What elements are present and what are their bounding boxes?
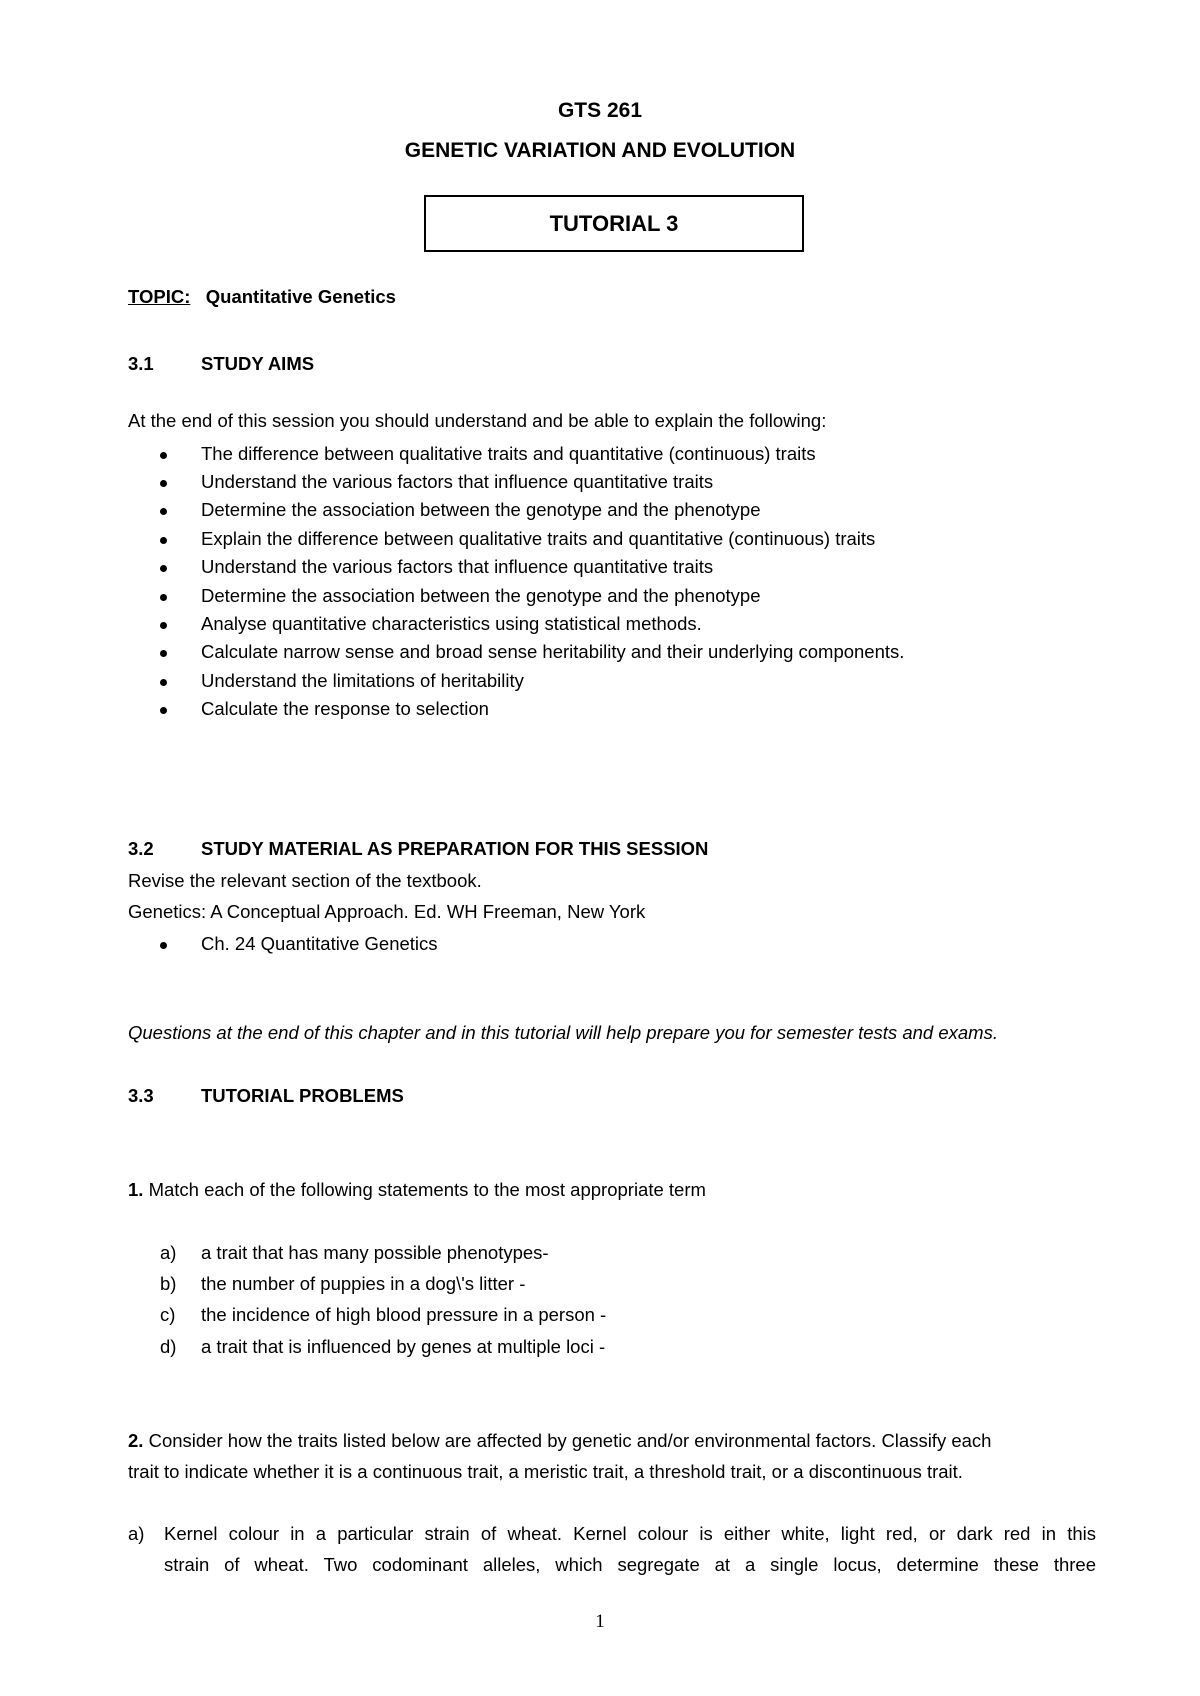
section-2-number: 3.2 [128,838,154,859]
bullet-icon [160,508,167,515]
topic-value: Quantitative Genetics [205,286,396,307]
bullet-icon [160,537,167,544]
tutorial-box [424,195,804,252]
section-3-title: TUTORIAL PROBLEMS [201,1085,404,1106]
bullet-icon [160,679,167,686]
bullet-icon [160,942,167,949]
bullet-icon [160,480,167,487]
section-1-number: 3.1 [128,353,154,374]
aims-intro: At the end of this session you should understand and be able to explain the following: [128,410,827,431]
study-note: Questions at the end of this chapter and in this tutorial will help prepare you for semester tests and exams. [128,1022,998,1043]
option-label: a) [160,1242,177,1263]
option-text-line-2: strain of wheat. Two codominant alleles, which segregate at a single locus, determine these three [164,1554,1096,1575]
option-label: b) [160,1273,177,1294]
question-text: Match each of the following statements to the most appropriate term [143,1179,706,1200]
question-1 [128,1179,706,1201]
bullet-icon [160,707,167,714]
question-text: Consider how the traits listed below are affected by genetic and/or environmental factors. Classify each [143,1430,992,1451]
option-label: c) [160,1304,176,1325]
section-3-number: 3.3 [128,1085,154,1106]
option-text-line-1: Kernel colour in a particular strain of wheat. Kernel colour is either white, light red, or dark red in this [164,1523,1096,1544]
course-name: GENETIC VARIATION AND EVOLUTION [404,139,796,162]
document-page: GTS 261 GENETIC VARIATION AND EVOLUTION TUTORIAL 3 TOPIC: Quantitative Genetics 3.1 STUDY AIMS At the end of this session you should understand and be able to explain the following: The difference between qualitative traits and quantitative (continuous) traits Understand the various factors that influence quantitative traits Determine the association between the genotype and the phenotype Explain the difference between qualitative traits and quantitative (continuous) traits Understand the various factors that influence quantitative traits Determine the association between the genotype and the phenotype Analyse quantitative characteristics using statistical methods. Calculate narrow sense and broad sense heritability and their underlying components. Understand the limitations of heritability Calculate the response to selection 3.2 STUDY MATERIAL AS PREPARATION FOR THIS SESSION Revise the relevant section of the textbook. Genetics: A Conceptual Approach. Ed. WH Freeman, New York Ch. 24 Quantitative Genetics Questions at the end of this chapter and in this tutorial will help prepare you for semester tests and exams. 3.3 TUTORIAL PROBLEMS 1. Match each of the following statements to the most appropriate term a) a trait that has many possible phenotypes- b) the number of puppies in a dog\'s litter - c) the incidence of high blood pressure in a person - d) a trait that is influenced by genes at multiple loci - 2. Consider how the traits listed below are affected by genetic and/or environmental factors. Classify each trait to indicate whether it is a continuous trait, a meristic trait, a threshold trait, or a discontinuous trait. a) Kernel colour in a particular strain of wheat. Kernel colour is either white, light red, or dark red in this strain of wheat. Two codominant alleles, which segregate at a single locus, determine these three 1 [0,0,1200,1696]
textbook-instruction: Revise the relevant section of the textbook. [128,870,482,891]
section-1-title: STUDY AIMS [201,353,315,374]
question-number: 2. [128,1430,144,1451]
option-label: d) [160,1336,177,1357]
question-2-line-1 [128,1430,991,1452]
bullet-icon [160,452,167,459]
question-number: 1. [128,1179,144,1200]
bullet-icon [160,622,167,629]
bullet-icon [160,650,167,657]
option-label: a) [128,1523,145,1544]
tutorial-label: TUTORIAL 3 [549,210,679,236]
topic-label: TOPIC: [128,286,191,307]
bullet-icon [160,594,167,601]
page-number: 1 [595,1611,605,1632]
option-text: a trait that is influenced by genes at multiple loci - [201,1336,606,1357]
option-text: the number of puppies in a dog\'s litter - [201,1273,526,1294]
topic-line [128,286,396,308]
question-2-line-2: trait to indicate whether it is a continuous trait, a meristic trait, a threshold trait, or a discontinuous trait. [128,1461,963,1482]
bullet-icon [160,565,167,572]
option-text: the incidence of high blood pressure in a person - [201,1304,607,1325]
section-2-title: STUDY MATERIAL AS PREPARATION FOR THIS SESSION [201,838,709,859]
textbook-reference: Genetics: A Conceptual Approach. Ed. WH Freeman, New York [128,901,646,922]
option-text: a trait that has many possible phenotypes- [201,1242,549,1263]
course-code: GTS 261 [557,99,643,122]
